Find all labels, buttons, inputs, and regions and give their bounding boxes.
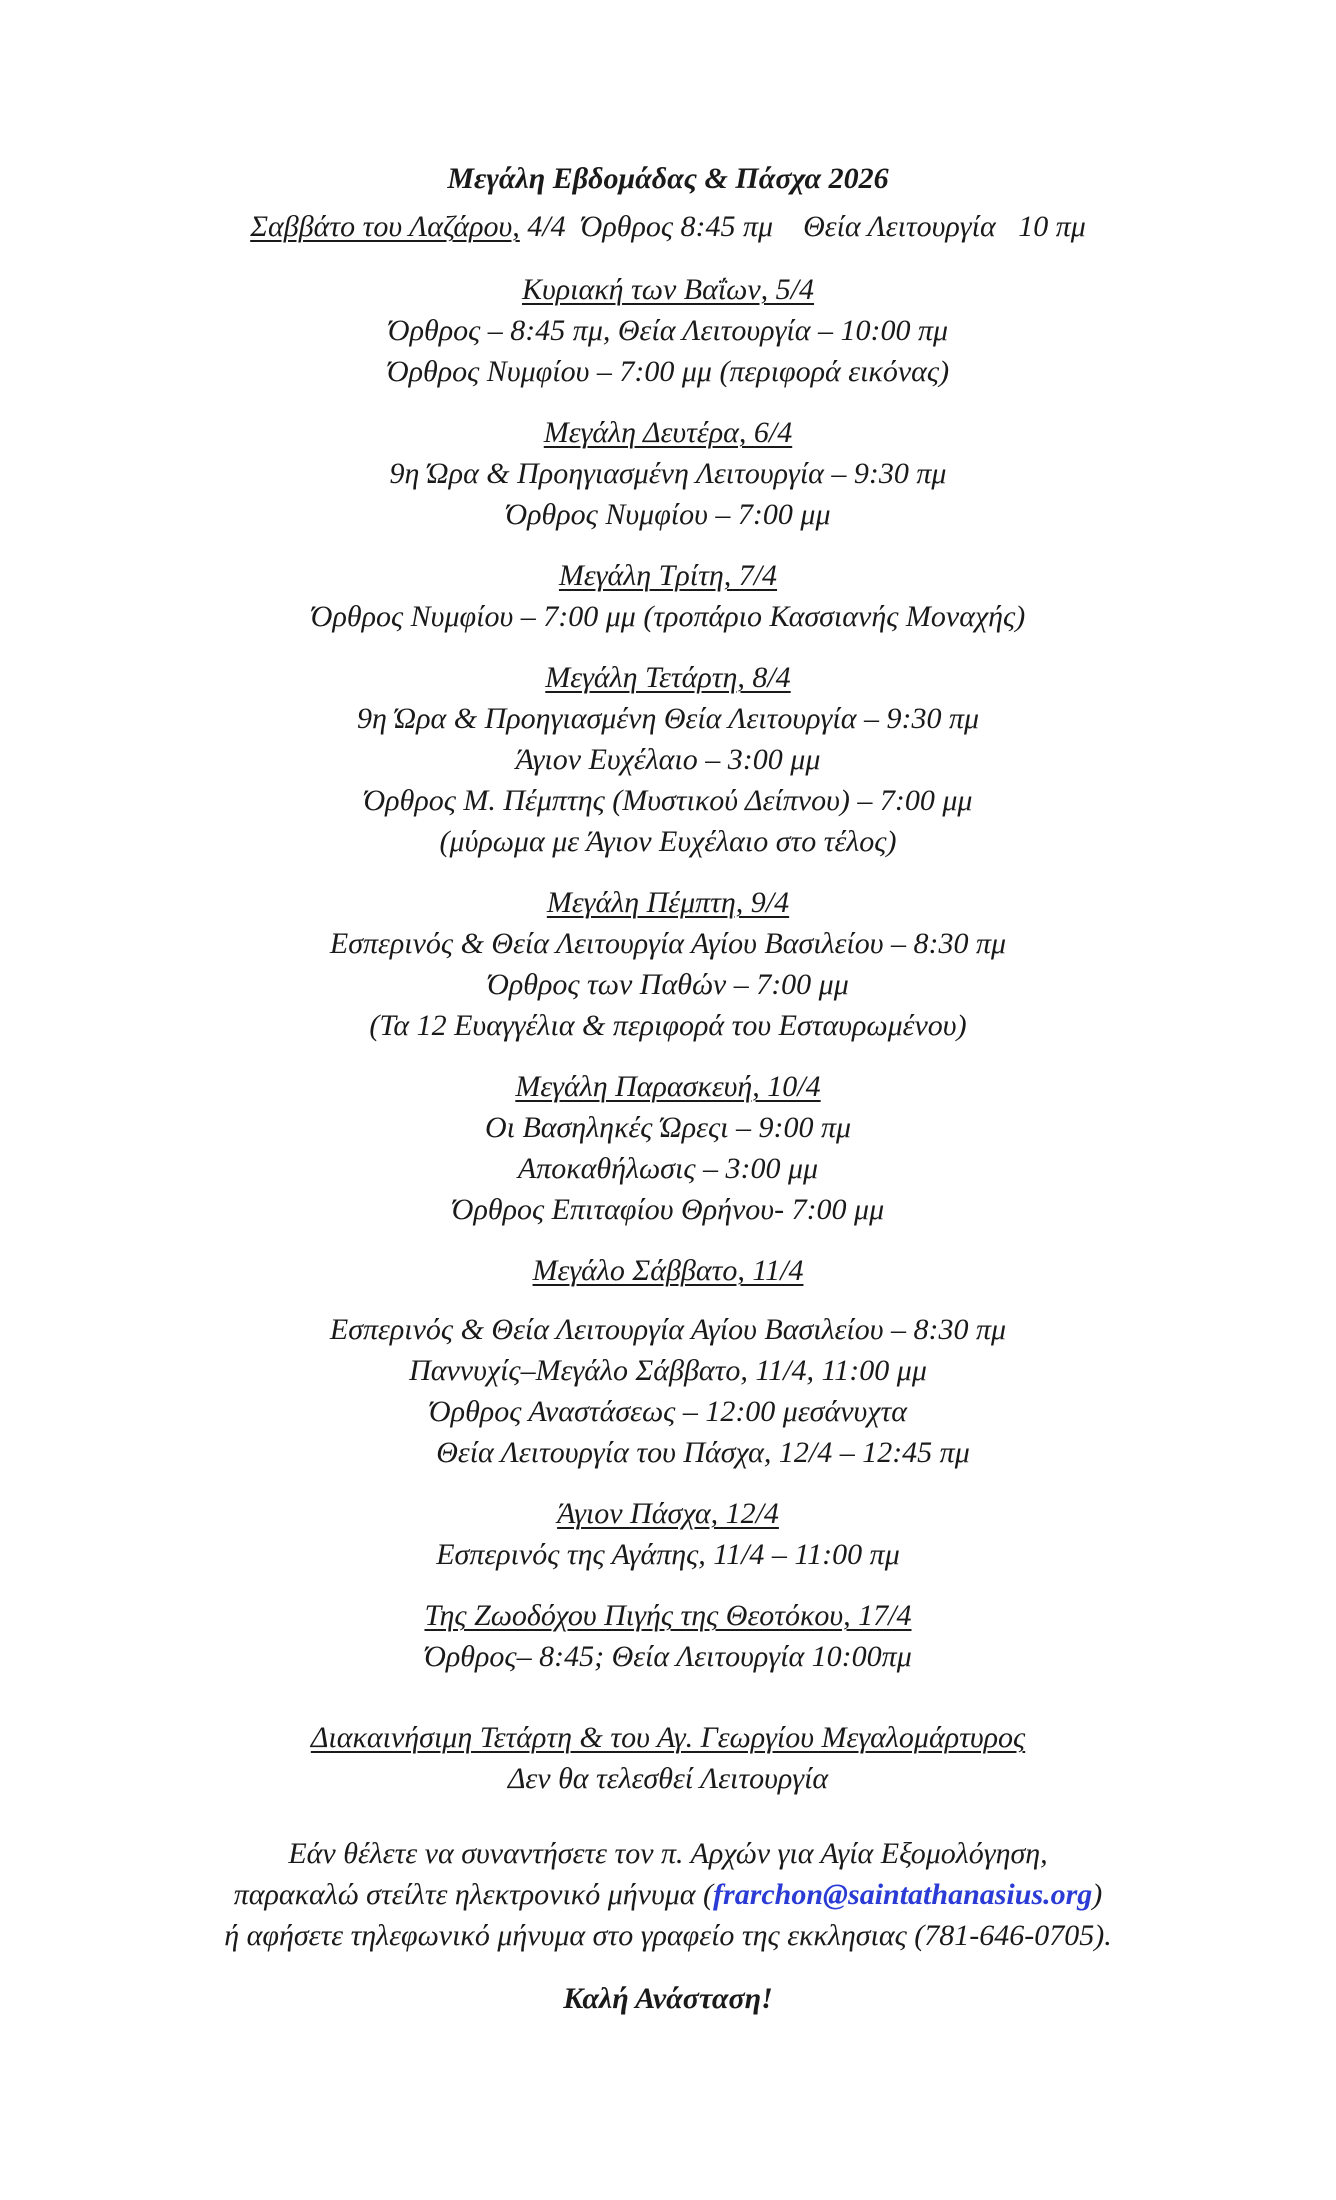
lazarus-saturday-times: 4/4 Όρθρος 8:45 πμ Θεία Λειτουργία 10 πμ bbox=[519, 210, 1086, 243]
service-line: 9η Ώρα & Προηγιασμένη Θεία Λειτουργία – 9:30 πμ bbox=[356, 702, 980, 735]
service-line: Εσπερινός & Θεία Λειτουργία Αγίου Βασιλείου – 8:30 πμ bbox=[329, 1313, 1007, 1346]
service-line: Θεία Λειτουργία του Πάσχα, 12/4 – 12:45 πμ bbox=[436, 1436, 970, 1469]
contact-line-text: ) bbox=[1092, 1878, 1103, 1911]
section-heading: Της Ζωοδόχου Πιγής της Θεοτόκου, 17/4 bbox=[424, 1599, 912, 1632]
section-bright-wednesday-notice bbox=[120, 1717, 1216, 1799]
service-line: Οι Βασηληκές Ώρεςι – 9:00 πμ bbox=[484, 1111, 852, 1144]
section-holy-saturday bbox=[120, 1250, 1216, 1473]
section-heading: Μεγάλη Δευτέρα, 6/4 bbox=[543, 416, 793, 449]
service-line: Όρθρος– 8:45; Θεία Λειτουργία 10:00πμ bbox=[424, 1640, 912, 1673]
service-line: Άγιον Ευχέλαιο – 3:00 μμ bbox=[515, 743, 821, 776]
service-line: Αποκαθήλωσις – 3:00 μμ bbox=[517, 1152, 819, 1185]
service-line: 9η Ώρα & Προηγιασμένη Λειτουργία – 9:30 πμ bbox=[389, 457, 947, 490]
service-line: Εσπερινός της Αγάπης, 11/4 – 11:00 πμ bbox=[436, 1538, 900, 1571]
section-heading: Μεγάλη Τρίτη, 7/4 bbox=[558, 559, 778, 592]
service-line: Όρθρος Μ. Πέμπτης (Μυστικού Δείπνου) – 7:00 μμ bbox=[363, 784, 973, 817]
service-line: (Τα 12 Ευαγγέλια & περιφορά του Εσταυρωμένου) bbox=[369, 1009, 967, 1042]
service-line: Όρθρος Νυμφίου – 7:00 μμ (τροπάριο Κασσιανής Μοναχής) bbox=[310, 600, 1026, 633]
section-heading: Μεγάλη Παρασκευή, 10/4 bbox=[515, 1070, 821, 1103]
contact-line: Εάν θέλετε να συναντήσετε τον π. Αρχών για Αγία Εξομολόγηση, bbox=[288, 1837, 1048, 1870]
service-line: Όρθρος Επιταφίου Θρήνου- 7:00 μμ bbox=[451, 1193, 885, 1226]
service-line: Όρθρος Νυμφίου – 7:00 μμ bbox=[505, 498, 831, 531]
email-link[interactable]: frarchon@saintathanasius.org bbox=[713, 1878, 1093, 1911]
service-line: Όρθρος Νυμφίου – 7:00 μμ (περιφορά εικόνας) bbox=[386, 355, 950, 388]
page-title: Μεγάλη Εβδομάδας & Πάσχα 2026 bbox=[447, 162, 889, 195]
section-holy-monday bbox=[120, 412, 1216, 535]
service-line: Εσπερινός & Θεία Λειτουργία Αγίου Βασιλείου – 8:30 πμ bbox=[329, 927, 1007, 960]
service-line: (μύρωμα με Άγιον Ευχέλαιο στο τέλος) bbox=[439, 825, 897, 858]
service-line: Παννυχίς–Μεγάλο Σάββατο, 11/4, 11:00 μμ bbox=[409, 1354, 927, 1387]
section-holy-pascha bbox=[120, 1493, 1216, 1575]
section-heading: Μεγάλη Πέμπτη, 9/4 bbox=[546, 886, 790, 919]
section-holy-thursday bbox=[120, 882, 1216, 1046]
schedule-document bbox=[120, 158, 1216, 2019]
contact-email-line bbox=[120, 1874, 1216, 1915]
section-holy-friday bbox=[120, 1066, 1216, 1230]
section-life-giving-spring bbox=[120, 1595, 1216, 1677]
lazarus-saturday-line bbox=[120, 206, 1216, 247]
confession-contact-paragraph bbox=[120, 1833, 1216, 1956]
closing-greeting: Καλή Ανάσταση! bbox=[563, 1982, 773, 2015]
section-heading: Μεγάλο Σάββατο, 11/4 bbox=[532, 1254, 804, 1287]
section-palm-sunday bbox=[120, 269, 1216, 392]
section-holy-tuesday bbox=[120, 555, 1216, 637]
section-heading: Μεγάλη Τετάρτη, 8/4 bbox=[545, 661, 791, 694]
section-holy-wednesday bbox=[120, 657, 1216, 862]
contact-phone-line: ή αφήσετε τηλεφωνικό μήνυμα στο γραφείο της εκκλησιας (781-646-0705). bbox=[224, 1919, 1112, 1952]
notice-heading: Διακαινήσιμη Τετάρτη & του Αγ. Γεωργίου Μεγαλομάρτυρος bbox=[310, 1721, 1026, 1754]
service-line: Όρθρος των Παθών – 7:00 μμ bbox=[487, 968, 849, 1001]
section-heading: Κυριακή των Βαΐων, 5/4 bbox=[521, 273, 815, 306]
notice-line: Δεν θα τελεσθεί Λειτουργία bbox=[507, 1762, 829, 1795]
lazarus-saturday-day: Σαββάτο του Λαζάρου, bbox=[250, 210, 520, 243]
service-line: Όρθρος – 8:45 πμ, Θεία Λειτουργία – 10:00 πμ bbox=[387, 314, 949, 347]
section-heading: Άγιον Πάσχα, 12/4 bbox=[557, 1497, 779, 1530]
service-line: Όρθρος Αναστάσεως – 12:00 μεσάνυχτα bbox=[429, 1395, 907, 1428]
contact-line-text: παρακαλώ στείλτε ηλεκτρονικό μήνυμα ( bbox=[233, 1878, 714, 1911]
